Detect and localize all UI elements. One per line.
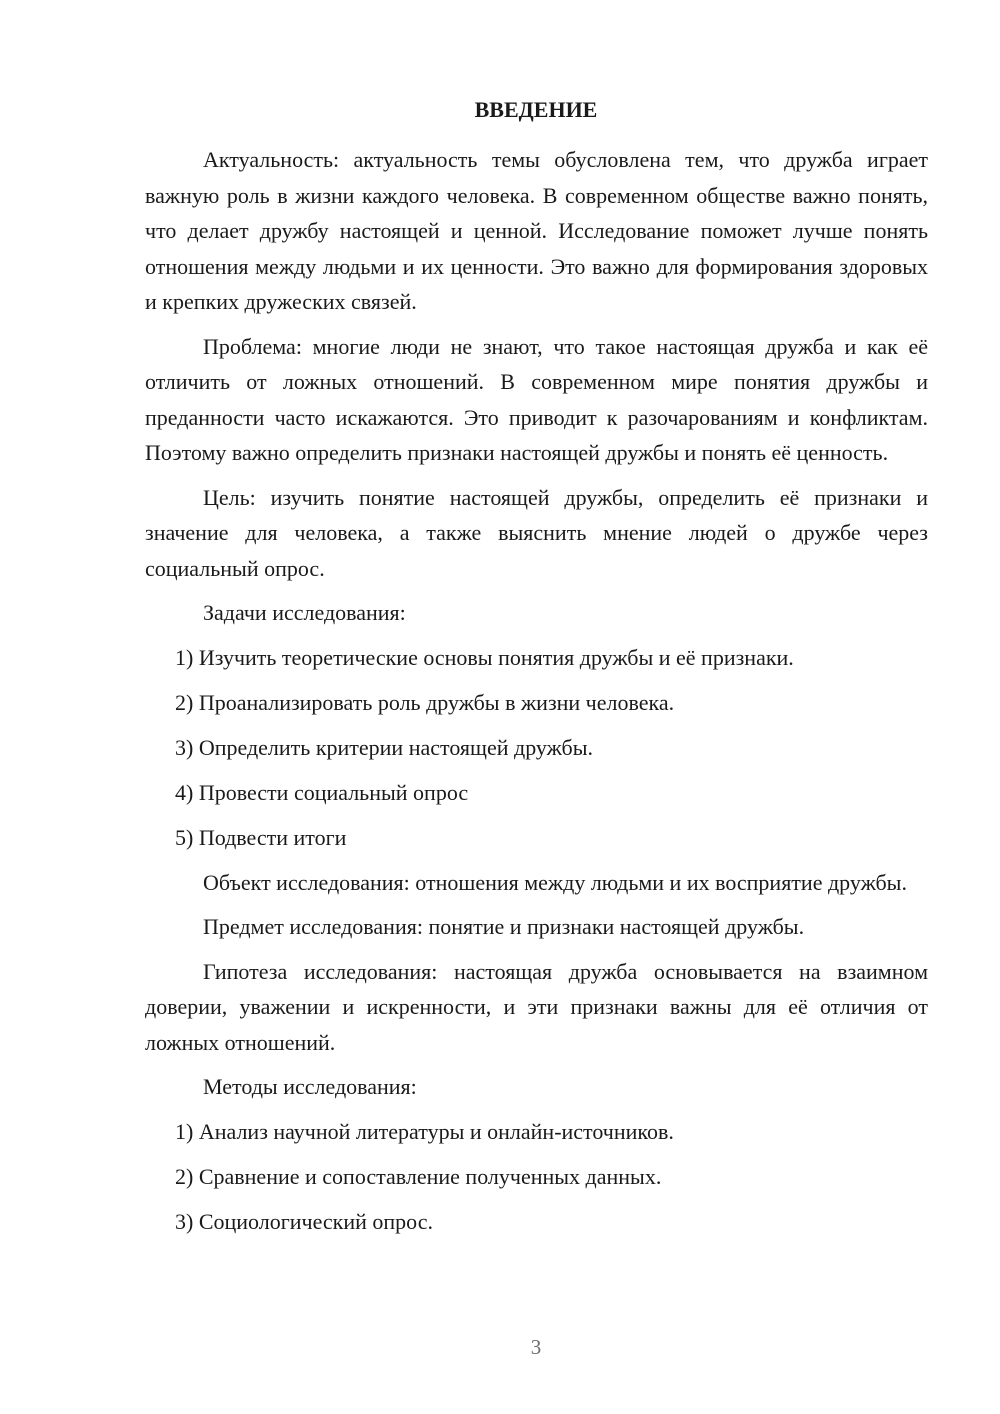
page-number: 3 bbox=[530, 1335, 542, 1359]
methods-heading: Методы исследования: bbox=[203, 1074, 417, 1099]
methods-list bbox=[145, 1114, 928, 1240]
tasks-list bbox=[145, 640, 928, 856]
page-content bbox=[145, 142, 928, 1249]
subject-paragraph: Предмет исследования: понятие и признаки настоящей дружбы. bbox=[203, 914, 805, 939]
method-item: 1) Анализ научной литературы и онлайн-источников. bbox=[175, 1118, 674, 1144]
object-paragraph: Объект исследования: отношения между людьми и их восприятие дружбы. bbox=[203, 869, 907, 895]
goal-paragraph: Цель: изучить понятие настоящей дружбы, определить её признаки и значение для человека, а также выяснить мнение людей о дружбе через социальный опрос. bbox=[145, 484, 928, 581]
section-title: ВВЕДЕНИЕ bbox=[474, 97, 598, 122]
tasks-heading: Задачи исследования: bbox=[203, 600, 406, 625]
method-item: 2) Сравнение и сопоставление полученных данных. bbox=[175, 1163, 662, 1189]
hypothesis-paragraph: Гипотеза исследования: настоящая дружба основывается на взаимном доверии, уважении и искренности, и эти признаки важны для её отличия от ложных отношений. bbox=[145, 958, 928, 1055]
relevance-paragraph: Актуальность: актуальность темы обусловлена тем, что дружба играет важную роль в жизни каждого человека. В современном обществе важно понять, что делает дружбу настоящей и ценной. Исследование поможет лучше понять отношения между людьми и их ценности. Это важно для формирования здоровых и крепких дружеских связей. bbox=[145, 147, 928, 314]
task-item: 2) Проанализировать роль дружбы в жизни человека. bbox=[175, 689, 675, 715]
task-item: 1) Изучить теоретические основы понятия дружбы и её признаки. bbox=[175, 644, 794, 670]
task-item: 3) Определить критерии настоящей дружбы. bbox=[175, 734, 594, 760]
task-item: 5) Подвести итоги bbox=[175, 824, 347, 850]
task-item: 4) Провести социальный опрос bbox=[175, 779, 469, 805]
method-item: 3) Социологический опрос. bbox=[175, 1208, 433, 1234]
problem-paragraph: Проблема: многие люди не знают, что такое настоящая дружба и как её отличить от ложных отношений. В современном мире понятия дружбы и преданности часто искажаются. Это приводит к разочарованиям и конфликтам. Поэтому важно определить признаки настоящей дружбы и понять её ценность. bbox=[145, 333, 928, 465]
